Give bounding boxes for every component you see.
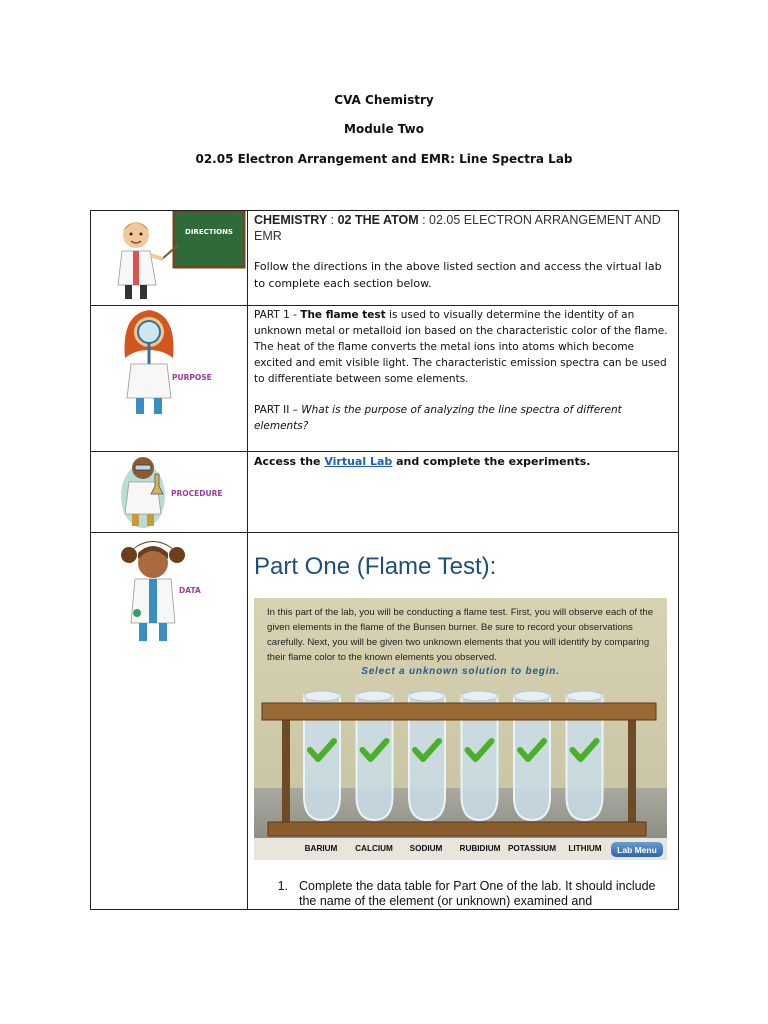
lab-intro-text: In this part of the lab, you will be conducting a flame test. First, you will observe each of the given elements in the flame of the Bunsen burner. Be sure to record your observations carefully. Next, you will be given two unknown elements that you will identify by comparing their flame color to the known elements you observed. (267, 607, 654, 663)
procedure-text-before: Access the (254, 455, 325, 468)
test-tube-rim (462, 691, 498, 701)
test-tube-rim (567, 691, 603, 701)
part2-question: What is the purpose of analyzing the line spectra of different elements? (254, 404, 622, 432)
module-title: Module Two (344, 122, 424, 136)
test-tube-rim (304, 691, 340, 701)
purpose-label: PURPOSE (172, 373, 212, 382)
directions-text-cell (248, 211, 679, 306)
data-text-cell (248, 533, 679, 910)
data-icon-cell (91, 533, 248, 910)
data-row (91, 533, 679, 910)
breadcrumb-sep: : (418, 213, 430, 227)
purpose-icon-cell (91, 306, 248, 452)
data-label: DATA (179, 586, 201, 595)
breadcrumb-sep: : (327, 213, 338, 227)
scientist-magnifier-icon (119, 306, 229, 420)
breadcrumb-subject: CHEMISTRY (254, 213, 328, 227)
directions-icon-cell (91, 211, 248, 306)
element-label: CALCIUM (355, 844, 393, 853)
test-tube-rim (514, 691, 550, 701)
scientist-data-icon (119, 533, 229, 649)
test-tube-rim (409, 691, 445, 701)
part1-label: PART 1 - (254, 309, 301, 321)
teacher-directions-icon (116, 211, 246, 305)
test-tube-rim (357, 691, 393, 701)
virtual-lab-screenshot (254, 598, 667, 860)
data-instructions-list (254, 879, 672, 909)
part1-bold: The flame test (300, 309, 386, 321)
directions-instruction: Follow the directions in the above listed section and access the virtual lab to complete each section below. (254, 260, 662, 290)
procedure-text-after: and complete the experiments. (392, 455, 591, 468)
test-tube-rack (254, 598, 667, 860)
step-number: 1. (277, 879, 288, 893)
part-one-heading: Part One (Flame Test): (254, 553, 497, 580)
element-label: BARIUM (304, 844, 338, 853)
element-label: LITHIUM (568, 844, 602, 853)
lab-prompt: Select a unknown solution to begin. (361, 666, 560, 677)
step-text: Complete the data table for Part One of the lab. It should include the name of the element (or unknown) examined and (299, 879, 656, 908)
breadcrumb-lesson: 02.05 ELECTRON ARRANGEMENT AND EMR (254, 213, 661, 243)
breadcrumb-unit: 02 THE ATOM (337, 213, 419, 227)
course-title: CVA Chemistry (334, 93, 434, 107)
directions-row (91, 211, 679, 306)
procedure-row (91, 452, 679, 533)
purpose-part2 (254, 402, 672, 434)
element-label: RUBIDIUM (459, 844, 501, 853)
element-label: SODIUM (409, 844, 443, 853)
procedure-instruction (254, 453, 672, 470)
element-label: POTASSIUM (507, 844, 557, 853)
directions-label: DIRECTIONS (185, 228, 233, 236)
lab-table (90, 210, 679, 910)
procedure-icon-cell (91, 452, 248, 533)
purpose-text-cell (248, 306, 679, 452)
procedure-text-cell (248, 452, 679, 533)
directions-breadcrumb (254, 211, 672, 244)
part1-text: is used to visually determine the identity of an unknown metal or metalloid ion based on the characteristic color of the flame. The heat of the flame converts the metal ions into atoms which become excited and emit visible light. The characteristic emission spectra can be used to differentiate between some elements. (254, 309, 668, 385)
procedure-label: PROCEDURE (171, 489, 223, 498)
virtual-lab-link[interactable]: Virtual Lab (324, 455, 393, 468)
purpose-part1 (254, 307, 672, 387)
lab-menu-button[interactable]: Lab Menu (610, 841, 664, 858)
lesson-title: 02.05 Electron Arrangement and EMR: Line Spectra Lab (195, 152, 573, 166)
scientist-flask-icon (119, 452, 229, 532)
purpose-row (91, 306, 679, 452)
part2-label: PART II – (254, 404, 302, 416)
